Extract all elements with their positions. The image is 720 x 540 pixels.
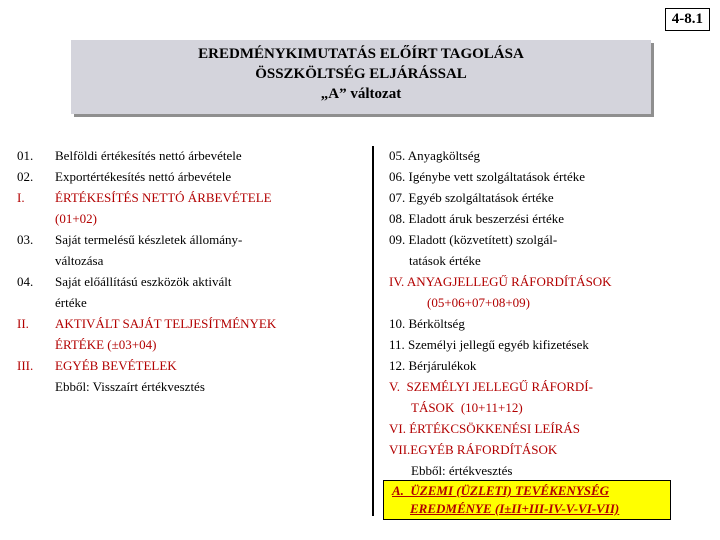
item-number: 01. xyxy=(17,148,34,163)
item-number xyxy=(17,292,55,313)
item-text: Saját előállítású eszközök aktivált xyxy=(55,274,232,289)
list-item xyxy=(17,145,367,166)
list-item xyxy=(17,355,367,376)
item-number: I. xyxy=(17,190,25,205)
expense-items-list xyxy=(389,145,709,481)
title-box xyxy=(71,40,651,114)
list-item: 12. Bérjárulékok xyxy=(389,358,477,373)
item-text: értéke xyxy=(55,295,87,310)
revenue-items-list xyxy=(17,145,367,397)
item-number: III. xyxy=(17,358,34,373)
item-number xyxy=(17,334,55,355)
list-item xyxy=(17,271,367,292)
column-divider xyxy=(372,146,374,516)
list-item: 09. Eladott (közvetített) szolgál- xyxy=(389,232,558,247)
result-line-1: A. ÜZEMI (ÜZLETI) TEVÉKENYSÉG xyxy=(392,483,610,498)
list-item: IV. ANYAGJELLEGŰ RÁFORDÍTÁSOK xyxy=(389,274,612,289)
item-text: változása xyxy=(55,253,104,268)
list-item: 10. Bérköltség xyxy=(389,316,465,331)
result-line-2: EREDMÉNYE (I±II+III-IV-V-VI-VII) xyxy=(410,501,620,516)
item-text: Ebből: Visszaírt értékvesztés xyxy=(55,379,205,394)
item-number xyxy=(17,250,55,271)
list-item: 07. Egyéb szolgáltatások értéke xyxy=(389,190,554,205)
item-text: ÉRTÉKE (±03+04) xyxy=(55,337,157,352)
item-text: AKTIVÁLT SAJÁT TELJESÍTMÉNYEK xyxy=(55,316,277,331)
list-item: 06. Igénybe vett szolgáltatások értéke xyxy=(389,169,586,184)
item-text: (01+02) xyxy=(55,211,97,226)
item-text: Saját termelésű készletek állomány- xyxy=(55,232,243,247)
list-item xyxy=(17,166,367,187)
list-item: 05. Anyagköltség xyxy=(389,148,480,163)
item-text: EGYÉB BEVÉTELEK xyxy=(55,358,177,373)
title-line-3: „A” változat xyxy=(320,86,402,102)
title-line-2: ÖSSZKÖLTSÉG ELJÁRÁSSAL xyxy=(255,66,467,82)
item-number xyxy=(17,376,55,397)
item-number: 03. xyxy=(17,232,34,247)
list-item: 11. Személyi jellegű egyéb kifizetések xyxy=(389,337,589,352)
item-number: II. xyxy=(17,316,29,331)
list-item xyxy=(17,334,367,355)
slide-number: 4-8.1 xyxy=(665,8,710,31)
list-item xyxy=(17,229,367,250)
list-item: (05+06+07+08+09) xyxy=(427,295,530,310)
item-number: 02. xyxy=(17,169,34,184)
operating-result-box xyxy=(383,480,671,520)
item-number xyxy=(17,208,55,229)
list-item xyxy=(17,250,367,271)
list-item xyxy=(17,208,367,229)
item-text: ÉRTÉKESÍTÉS NETTÓ ÁRBEVÉTELE xyxy=(55,190,272,205)
item-number: 04. xyxy=(17,274,34,289)
list-item: VII.EGYÉB RÁFORDÍTÁSOK xyxy=(389,442,558,457)
list-item xyxy=(17,313,367,334)
list-item: TÁSOK (10+11+12) xyxy=(411,400,523,415)
title-line-1: EREDMÉNYKIMUTATÁS ELŐÍRT TAGOLÁSA xyxy=(198,46,524,62)
list-item: 08. Eladott áruk beszerzési értéke xyxy=(389,211,565,226)
item-text: Exportértékesítés nettó árbevétele xyxy=(55,169,232,184)
list-item: VI. ÉRTÉKCSÖKKENÉSI LEÍRÁS xyxy=(389,421,580,436)
list-item xyxy=(17,292,367,313)
list-item xyxy=(17,187,367,208)
item-text: Belföldi értékesítés nettó árbevétele xyxy=(55,148,242,163)
list-item: Ebből: értékvesztés xyxy=(411,463,513,478)
list-item xyxy=(17,376,367,397)
list-item: tatások értéke xyxy=(409,253,481,268)
list-item: V. SZEMÉLYI JELLEGŰ RÁFORDÍ- xyxy=(389,379,593,394)
